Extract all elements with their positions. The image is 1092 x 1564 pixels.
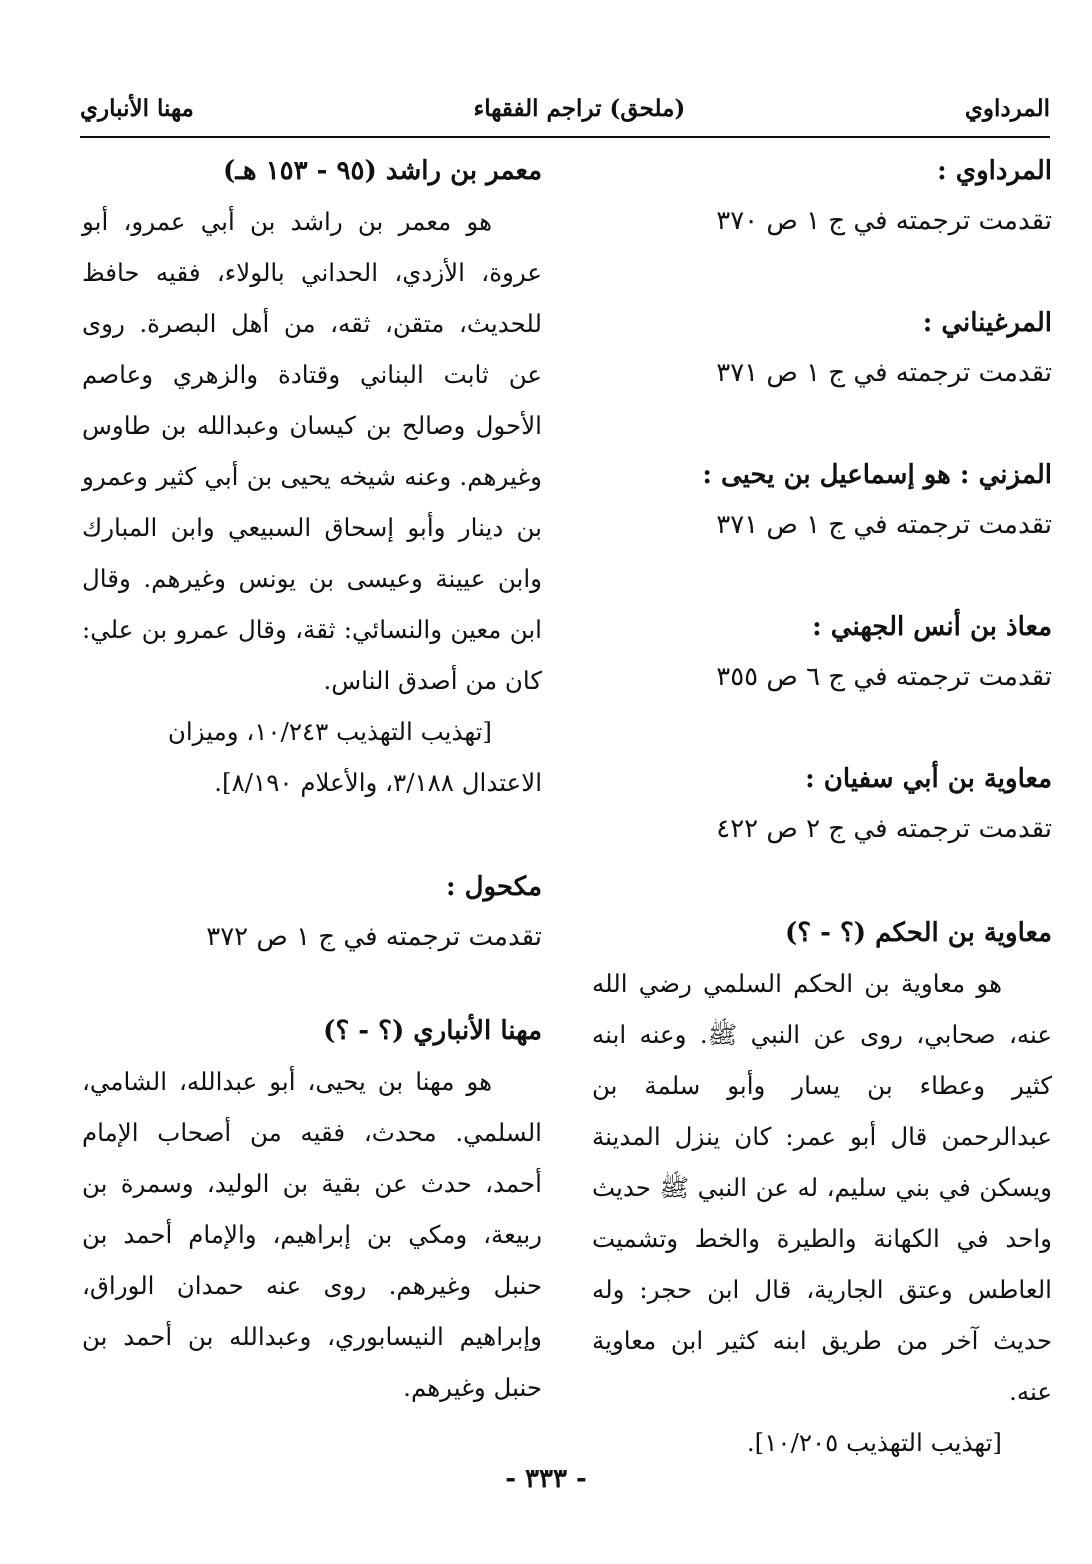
entry-reference: تقدمت ترجمته في ج ٢ ص ٤٢٢ (716, 814, 1052, 844)
entry-title: معاذ بن أنس الجهني : (812, 612, 1052, 642)
running-header (80, 88, 1050, 128)
entry-title: معاوية بن الحكم (؟ - ؟) (785, 918, 1052, 948)
entry-mardawi (592, 146, 1052, 246)
header-left-title: مهنا الأنباري (80, 94, 194, 122)
entry-body: هو معاوية بن الحكم السلمي رضي الله عنه، صحابي، روى عن النبي ﷺ. وعنه ابنه كثير وعطاء بن يسار وأبو سلمة بن عبدالرحمن قال أبو عمر: كان ينزل المدينة ويسكن في بني سليم، له عن النبي ﷺ حديث واحد في الكهانة والطيرة والخط وتشميت العاطس وعتق الجارية، قال ابن حجر: وله حديث آخر من طريق ابنه كثير ابن معاوية عنه. (592, 969, 1052, 1406)
entry-makhul (82, 862, 542, 962)
entry-body: هو معمر بن راشد بن أبي عمرو، أبو عروة، الأزدي، الحداني بالولاء، فقيه حافظ للحديث، متقن، ثقه، من أهل البصرة. روى عن ثابت البناني وقتادة والزهري وعاصم الأحول وصالح بن كيسان وعبدالله بن طاوس وغيرهم. وعنه شيخه يحيى بن أبي كثير وعمرو بن دينار وأبو إسحاق السبيعي وابن المبارك وابن عيينة وعيسى بن يونس وغيرهم. وقال ابن معين والنسائي: ثقة، وقال عمرو بن علي: كان من أصدق الناس. (82, 207, 542, 695)
entry-title: معاوية بن أبي سفيان : (805, 764, 1052, 794)
left-column (82, 146, 542, 1413)
entry-muawiya-abi-sufyan (592, 754, 1052, 854)
header-divider (80, 136, 1050, 138)
entry-title: معمر بن راشد (٩٥ - ١٥٣ هـ) (223, 156, 542, 186)
entry-reference: تقدمت ترجمته في ج ٦ ص ٣٥٥ (716, 662, 1052, 692)
entry-muadh (592, 602, 1052, 702)
right-column (592, 146, 1052, 1468)
entry-reference: تقدمت ترجمته في ج ١ ص ٣٧١ (716, 510, 1052, 540)
entry-title: المرداوي : (937, 156, 1052, 186)
entry-mamar (82, 146, 542, 808)
entry-muawiya-hakam (592, 908, 1052, 1468)
entry-reference: تقدمت ترجمته في ج ١ ص ٣٧١ (716, 358, 1052, 388)
entry-source: [تهذيب التهذيب ١٠/٢٤٣، وميزان الاعتدال ٣/١٨٨، والأعلام ٨/١٩٠]. (167, 717, 542, 797)
entry-title: المرغيناني : (922, 308, 1052, 338)
entry-body: هو مهنا بن يحيى، أبو عبدالله، الشامي، السلمي. محدث، فقيه من أصحاب الإمام أحمد، حدث عن بقية بن الوليد، وسمرة بن ربيعة، ومكي بن إبراهيم، والإمام أحمد بن حنبل وغيرهم. روى عنه حمدان الوراق، وإبراهيم النيسابوري، وعبدالله بن أحمد بن حنبل وغيرهم. (82, 1067, 542, 1402)
entry-title: مهنا الأنباري (؟ - ؟) (323, 1016, 542, 1046)
entry-muhanna (82, 1006, 542, 1413)
header-center-title: (ملحق) تراجم الفقهاء (473, 94, 686, 122)
entry-source: [تهذيب التهذيب ١٠/٢٠٥]. (746, 1428, 1002, 1457)
entry-reference: تقدمت ترجمته في ج ١ ص ٣٧٢ (206, 922, 542, 952)
entry-title: المزني : هو إسماعيل بن يحيى : (702, 460, 1052, 490)
entry-reference: تقدمت ترجمته في ج ١ ص ٣٧٠ (716, 206, 1052, 236)
header-right-title: المرداوي (964, 94, 1050, 122)
entry-marghinani (592, 298, 1052, 398)
page-number: - ٣٣٣ - (505, 1464, 587, 1494)
entry-muzani (592, 450, 1052, 550)
entry-title: مكحول : (445, 872, 542, 902)
